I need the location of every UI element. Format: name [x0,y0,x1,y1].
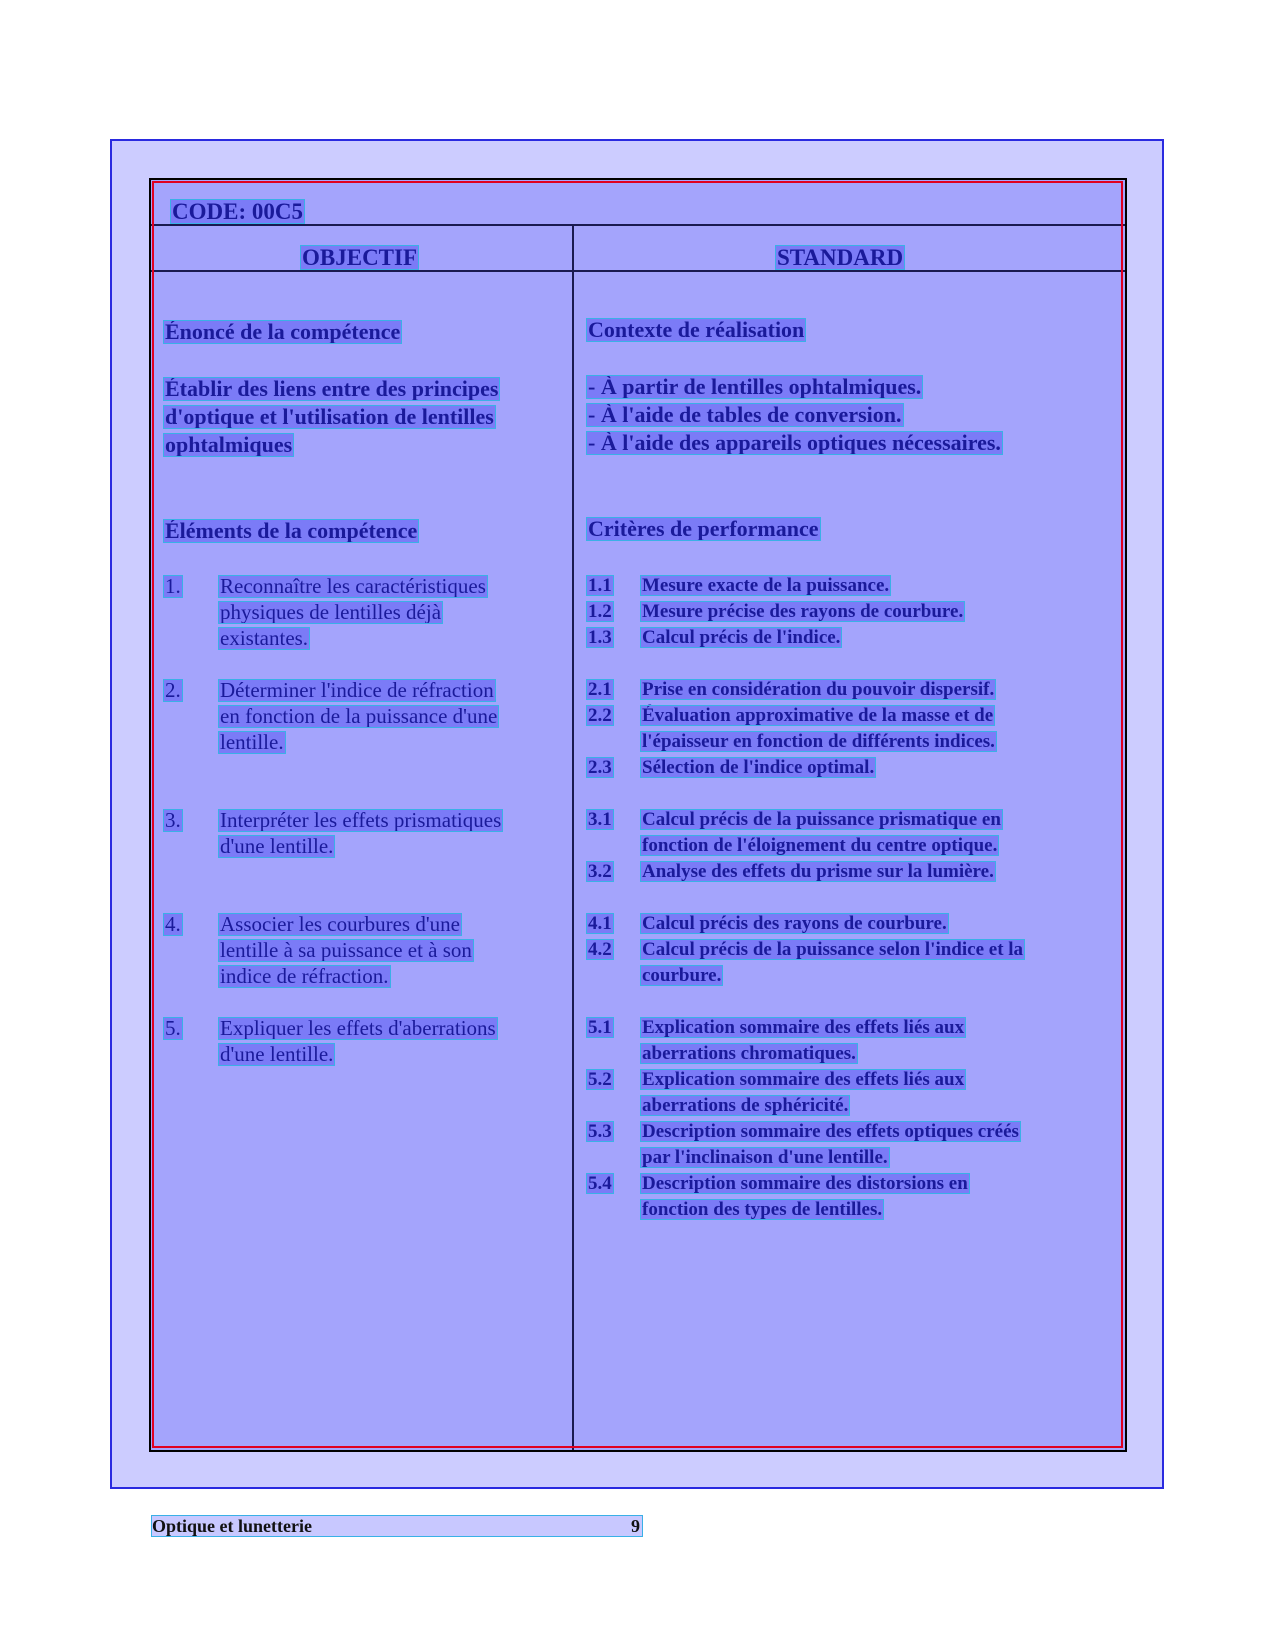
critere-line: Sélection de l'indice optimal. [642,757,875,778]
critere-number: 1.3 [588,627,612,648]
enonce-line: d'optique et l'utilisation de lentilles [165,404,494,429]
critere-line: par l'inclinaison d'une lentille. [642,1147,888,1168]
objectif-header: OBJECTIF [302,245,418,270]
critere-number: 1.2 [588,601,612,622]
critere-number: 5.2 [588,1069,612,1090]
element-line: indice de réfraction. [220,964,389,988]
element-line: d'une lentille. [220,1042,334,1066]
element-number: 3. [165,808,181,832]
page-footer [152,1516,642,1536]
element-number: 4. [165,912,181,936]
critere-line: fonction de l'éloignement du centre optique. [642,835,998,856]
element-line: lentille à sa puissance et à son [220,938,472,962]
footer-title: Optique et lunetterie [152,1516,312,1536]
critere-line: Calcul précis de l'indice. [642,627,841,648]
critere-line: Mesure exacte de la puissance. [642,575,890,596]
critere-line: Description sommaire des distorsions en [642,1173,968,1194]
enonce-line: Établir des liens entre des principes [165,376,499,401]
critere-number: 2.3 [588,757,612,778]
critere-line: Explication sommaire des effets liés aux [642,1017,965,1038]
element-line: d'une lentille. [220,834,334,858]
critere-line: Calcul précis de la puissance prismatique en [642,809,1001,830]
critere-line: Calcul précis de la puissance selon l'indice et la [642,939,1024,960]
critere-number: 1.1 [588,575,612,596]
element-line: Associer les courbures d'une [220,912,460,936]
contexte-title: Contexte de réalisation [588,317,805,342]
contexte-line: - À l'aide de tables de conversion. [588,402,902,427]
header-row-divider [151,270,1125,272]
element-line: physiques de lentilles déjà [220,600,442,624]
critere-number: 5.4 [588,1173,612,1194]
code-label: CODE: 00C5 [172,199,303,224]
critere-line: fonction des types de lentilles. [642,1199,883,1220]
element-number: 1. [165,574,181,598]
contexte-line: - À l'aide des appareils optiques nécessaires. [588,430,1001,455]
code-row-divider [151,224,1125,226]
critere-number: 3.2 [588,861,612,882]
critere-line: Analyse des effets du prisme sur la lumière. [642,861,994,882]
critere-line: Description sommaire des effets optiques créés [642,1121,1019,1142]
critere-number: 4.1 [588,913,612,934]
element-line: existantes. [220,626,309,650]
critere-number: 5.3 [588,1121,612,1142]
critere-number: 2.1 [588,679,612,700]
critere-line: Prise en considération du pouvoir dispersif. [642,679,995,700]
column-divider [572,224,574,1450]
standard-header: STANDARD [777,245,904,270]
enonce-title: Énoncé de la compétence [165,319,401,344]
element-line: lentille. [220,730,284,754]
critere-line: aberrations chromatiques. [642,1043,856,1064]
element-line: Reconnaître les caractéristiques [220,574,486,598]
critere-number: 2.2 [588,705,612,726]
element-line: Interpréter les effets prismatiques [220,808,502,832]
element-number: 2. [165,678,181,702]
element-line: en fonction de la puissance d'une [220,704,498,728]
critere-line: Mesure précise des rayons de courbure. [642,601,964,622]
critere-number: 5.1 [588,1017,612,1038]
contexte-line: - À partir de lentilles ophtalmiques. [588,374,922,399]
elements-title: Éléments de la compétence [165,518,418,543]
critere-number: 3.1 [588,809,612,830]
criteres-title: Critères de performance [588,516,819,541]
critere-line: aberrations de sphéricité. [642,1095,849,1116]
enonce-line: ophtalmiques [165,432,293,457]
critere-line: l'épaisseur en fonction de différents indices. [642,731,995,752]
critere-line: Évaluation approximative de la masse et de [642,705,994,726]
element-line: Déterminer l'indice de réfraction [220,678,494,702]
critere-number: 4.2 [588,939,612,960]
critere-line: Explication sommaire des effets liés aux [642,1069,965,1090]
element-line: Expliquer les effets d'aberrations [220,1016,496,1040]
critere-line: Calcul précis des rayons de courbure. [642,913,947,934]
element-number: 5. [165,1016,181,1040]
page-number: 9 [631,1516,640,1536]
critere-line: courbure. [642,965,722,986]
